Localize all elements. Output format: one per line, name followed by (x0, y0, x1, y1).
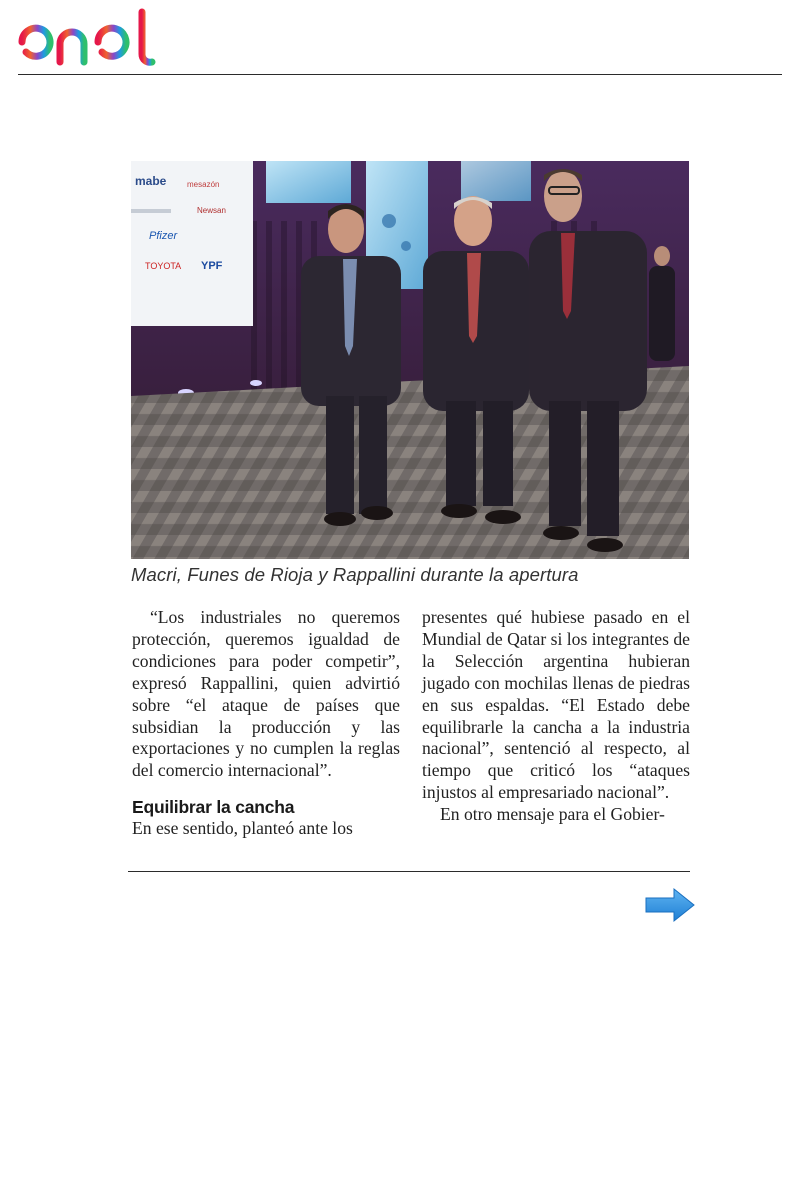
enel-logo-graphic (18, 6, 178, 70)
event-photo (131, 161, 689, 559)
article-divider (128, 871, 690, 872)
sponsor-logo-newsan: Newsan (197, 206, 226, 215)
sponsor-logo-mabe: mabe (135, 174, 167, 188)
article-paragraph: presentes qué hubiese pasado en el Mundial de Qatar si los integrantes de la Selección argentina hubieran jugado con mochilas llenas de piedras en sus espaldas. “El Estado debe equilibrarle la cancha a la industria nacional”, sentenció al respecto, al tiempo que criticó los “ataques injustos al empresariado nacional”. (422, 607, 690, 803)
enel-logo (18, 6, 178, 70)
article-paragraph: En ese sentido, planteó ante los (132, 818, 353, 839)
article-column-right (422, 607, 690, 826)
article-subheading: Equilibrar la cancha (132, 797, 295, 818)
sponsor-logo-mesazon: mesazón (187, 180, 220, 189)
sponsor-logo-toyota: TOYOTA (145, 261, 182, 271)
article-column-left (132, 607, 400, 840)
sponsor-logo-pfizer: Pfizer (149, 230, 178, 242)
event-photo-illustration (131, 161, 689, 559)
sponsor-logo-ypf: YPF (201, 260, 223, 272)
next-page-button[interactable] (644, 887, 696, 923)
header-divider (18, 74, 782, 75)
article-paragraph: “Los industriales no queremos protección, queremos igualdad de condiciones para poder competir”, expresó Rappallini, quien advirtió sobre “el ataque de países que subsidian la producción y las exportaciones y no cumplen la reglas del comercio internacional”. (132, 607, 400, 781)
arrow-right-icon (644, 887, 696, 923)
article-paragraph: En otro mensaje para el Gobier- (440, 804, 665, 825)
photo-caption: Macri, Funes de Rioja y Rappallini durante la apertura (131, 564, 579, 585)
